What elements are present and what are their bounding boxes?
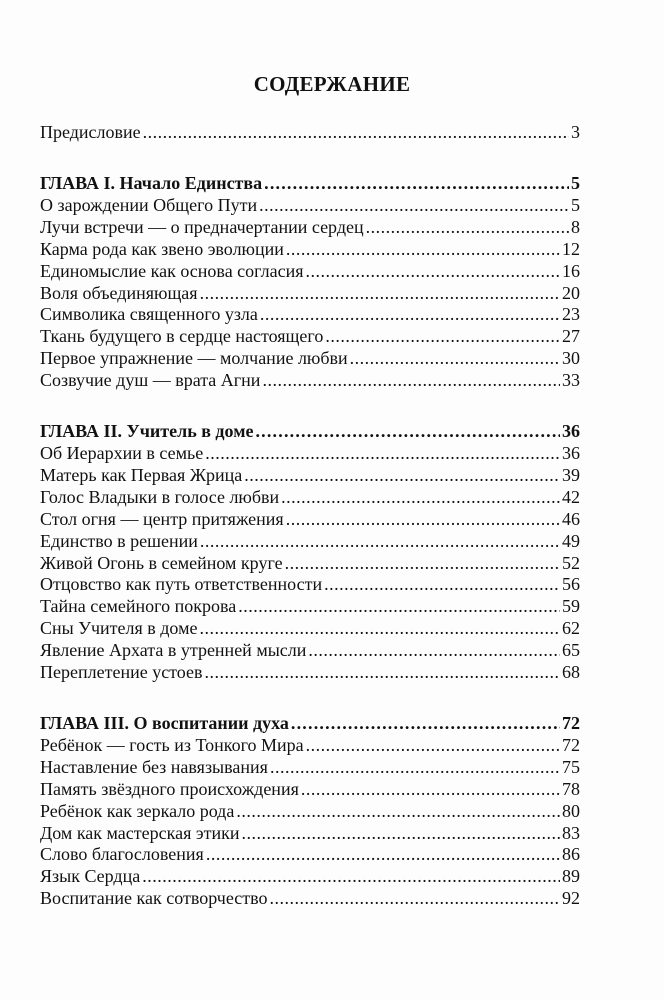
dot-leader [259, 193, 569, 217]
page-number: 16 [562, 260, 580, 281]
page-number: 36 [562, 443, 580, 463]
page-number: 12 [562, 238, 580, 259]
toc-row-entry [40, 463, 580, 487]
page-number: 5 [571, 194, 580, 215]
entry-title: Отцовство как путь ответственности [40, 574, 323, 595]
dot-leader [286, 507, 560, 531]
toc-row-entry [40, 237, 580, 261]
page-title: СОДЕРЖАНИЕ [253, 72, 411, 96]
entry-title: Ткань будущего в сердце настоящего [40, 326, 324, 347]
toc-row-entry [40, 529, 580, 553]
toc-row-chapter [40, 711, 580, 735]
toc-row-entry [40, 660, 580, 684]
dot-leader [285, 551, 560, 575]
toc-row-entry [40, 755, 580, 779]
toc-row-chapter [40, 419, 580, 443]
toc-row-entry [40, 842, 580, 866]
entry-title: О зарождении Общего Пути [40, 194, 258, 215]
dot-leader [200, 281, 560, 305]
toc-row-entry [40, 594, 580, 618]
toc-row-entry [40, 441, 580, 465]
toc-row-entry [40, 886, 580, 910]
dot-leader [255, 419, 560, 443]
dot-leader [350, 346, 560, 370]
entry-title: Наставление без навязывания [40, 756, 268, 777]
toc-row-entry [40, 551, 580, 575]
entry-title: Память звёздного происхождения [40, 778, 299, 799]
page-number: 20 [562, 282, 580, 303]
dot-leader [143, 120, 569, 144]
entry-title: Предисловие [40, 122, 141, 142]
toc-row-entry [40, 799, 580, 823]
entry-title: Воля объединяющая [40, 282, 198, 303]
dot-leader [205, 660, 560, 684]
entry-title: Слово благословения [40, 844, 204, 865]
entry-title: Язык Сердца [40, 866, 141, 887]
page-number: 42 [562, 486, 580, 507]
entry-title: Переплетение устоев [40, 662, 203, 682]
chapter-title: ГЛАВА III. О воспитании духа [40, 713, 289, 733]
page-number: 62 [562, 618, 580, 639]
toc-row-entry [40, 507, 580, 531]
dot-leader [281, 485, 560, 509]
page-number: 49 [562, 530, 580, 551]
page-number: 56 [562, 574, 580, 595]
toc-row-entry [40, 324, 580, 348]
dot-leader [200, 529, 560, 553]
entry-title: Голос Владыки в голосе любви [40, 486, 280, 507]
dot-leader [262, 368, 560, 392]
dot-leader [260, 302, 560, 326]
entry-title: Лучи встречи — о предначертании сердец [40, 216, 364, 237]
dot-leader [308, 638, 560, 662]
dot-leader [264, 171, 569, 195]
dot-leader [236, 799, 560, 823]
dot-leader [241, 821, 560, 845]
dot-leader [270, 886, 560, 910]
page-number: 75 [562, 756, 580, 777]
entry-title: Дом как мастерская этики [40, 822, 240, 843]
dot-leader [206, 842, 560, 866]
entry-title: Единство в решении [40, 530, 198, 551]
entry-title: Явление Архата в утренней мысли [40, 640, 307, 661]
entry-title: Ребёнок как зеркало рода [40, 800, 235, 821]
page-number: 36 [562, 421, 580, 442]
dot-leader [238, 594, 560, 618]
entry-title: Сны Учителя в доме [40, 618, 198, 639]
entry-title: Первое упражнение — молчание любви [40, 348, 348, 369]
dot-leader [301, 777, 560, 801]
chapter-title: ГЛАВА I. Начало Единства [40, 173, 263, 193]
dot-leader [306, 259, 560, 283]
page-number: 33 [562, 370, 580, 391]
page-number: 68 [562, 662, 580, 682]
dot-leader [270, 755, 560, 779]
toc-row-preface [40, 120, 580, 144]
entry-title: Тайна семейного покрова [40, 596, 237, 617]
toc-row-entry [40, 821, 580, 845]
page-number: 80 [562, 800, 580, 821]
toc-row-entry [40, 864, 580, 888]
entry-title: Воспитание как сотворчество [40, 888, 268, 909]
page-number: 92 [562, 888, 580, 909]
toc-row-entry [40, 259, 580, 283]
toc-row-entry [40, 572, 580, 596]
page-number: 72 [562, 734, 580, 755]
page-number: 5 [571, 173, 580, 193]
toc-row-entry [40, 281, 580, 305]
page-number: 30 [562, 348, 580, 369]
toc-row-entry [40, 733, 580, 757]
entry-title: Созвучие душ — врата Агни [40, 370, 261, 391]
entry-title: Матерь как Первая Жрица [40, 464, 243, 485]
chapter-title: ГЛАВА II. Учитель в доме [40, 421, 254, 442]
dot-leader [199, 616, 560, 640]
toc-row-entry [40, 215, 580, 239]
toc-row-entry [40, 193, 580, 217]
entry-title: Единомыслие как основа согласия [40, 260, 304, 281]
page-number: 78 [562, 778, 580, 799]
dot-leader [291, 711, 560, 735]
page-number: 52 [562, 552, 580, 573]
dot-leader [324, 572, 560, 596]
toc-row-entry [40, 302, 580, 326]
toc-row-entry [40, 616, 580, 640]
page-number: 3 [571, 122, 580, 142]
entry-title: Ребёнок — гость из Тонкого Мира [40, 734, 304, 755]
page-number: 89 [562, 866, 580, 887]
dot-leader [306, 733, 560, 757]
page-number: 46 [562, 508, 580, 529]
page-number: 23 [562, 304, 580, 325]
entry-title: Об Иерархии в семье [40, 443, 204, 463]
entry-title: Символика священного узла [40, 304, 258, 325]
entry-title: Карма рода как звено эволюции [40, 238, 284, 259]
page-number: 72 [562, 713, 580, 733]
dot-leader [325, 324, 560, 348]
page-number: 39 [562, 464, 580, 485]
toc-row-entry [40, 346, 580, 370]
page-number: 86 [562, 844, 580, 865]
toc-row-chapter [40, 171, 580, 195]
page-number: 59 [562, 596, 580, 617]
page-number: 83 [562, 822, 580, 843]
toc-row-entry [40, 368, 580, 392]
dot-leader [366, 215, 569, 239]
toc-row-entry [40, 485, 580, 509]
dot-leader [244, 463, 560, 487]
entry-title: Стол огня — центр притяжения [40, 508, 284, 529]
page-number: 27 [562, 326, 580, 347]
dot-leader [286, 237, 560, 261]
entry-title: Живой Огонь в семейном круге [40, 552, 283, 573]
page-number: 8 [571, 216, 580, 237]
dot-leader [205, 441, 560, 465]
dot-leader [142, 864, 560, 888]
page-number: 65 [562, 640, 580, 661]
toc-row-entry [40, 638, 580, 662]
toc-row-entry [40, 777, 580, 801]
